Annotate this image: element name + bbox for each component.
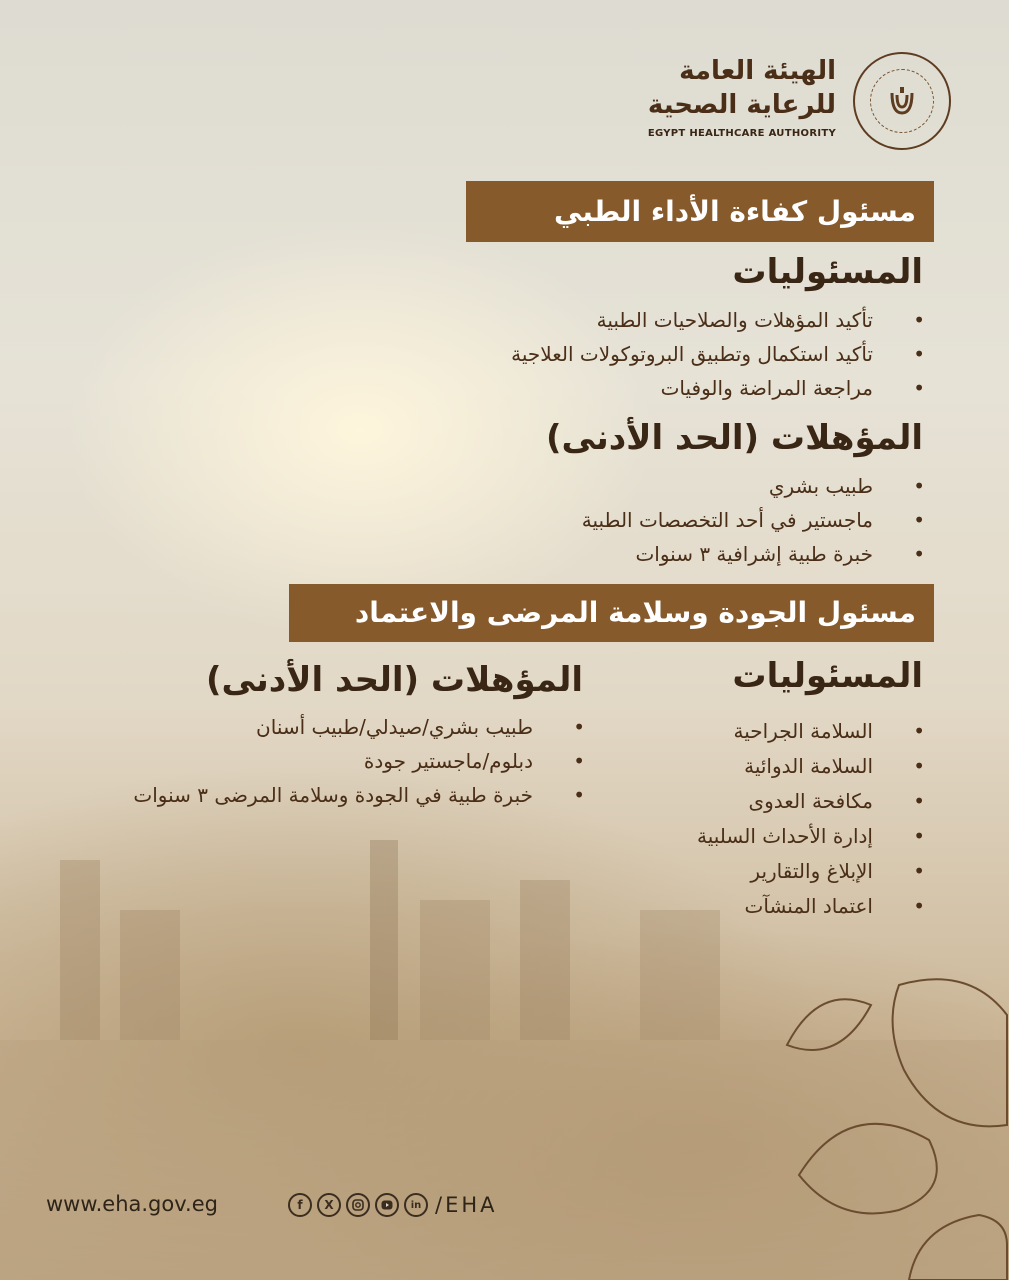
list-item: • ماجستير في أحد التخصصات الطبية — [582, 506, 931, 540]
list-item: • طبيب بشري — [582, 472, 931, 506]
website-url[interactable]: www.eha.gov.eg — [46, 1192, 218, 1216]
x-icon[interactable]: X — [317, 1193, 341, 1217]
section2-banner: مسئول الجودة وسلامة المرضى والاعتماد — [289, 584, 934, 642]
section1-responsibilities-list — [511, 306, 931, 408]
list-item: • اعتماد المنشآت — [697, 891, 931, 926]
section1-qualifications-heading: المؤهلات (الحد الأدنى) — [546, 418, 923, 458]
section2-qualifications-list — [133, 713, 591, 815]
petal-decoration-icon — [779, 975, 1009, 1280]
section1-banner: مسئول كفاءة الأداء الطبي — [466, 181, 934, 242]
list-item: • السلامة الدوائية — [697, 751, 931, 786]
youtube-icon[interactable] — [375, 1193, 399, 1217]
social-links — [288, 1193, 498, 1217]
facebook-icon[interactable]: f — [288, 1193, 312, 1217]
section2-qualifications-heading: المؤهلات (الحد الأدنى) — [206, 660, 583, 700]
section1-responsibilities-heading: المسئوليات — [732, 252, 923, 292]
list-item: • الإبلاغ والتقارير — [697, 856, 931, 891]
list-item: • خبرة طبية إشرافية ٣ سنوات — [582, 540, 931, 574]
list-item: • تأكيد المؤهلات والصلاحيات الطبية — [511, 306, 931, 340]
section2-responsibilities-list — [697, 716, 931, 926]
section1-qualifications-list — [582, 472, 931, 574]
list-item: • تأكيد استكمال وتطبيق البروتوكولات العلاجية — [511, 340, 931, 374]
instagram-icon[interactable] — [346, 1193, 370, 1217]
eha-emblem-icon — [853, 52, 951, 150]
list-item: • إدارة الأحداث السلبية — [697, 821, 931, 856]
list-item: • مراجعة المراضة والوفيات — [511, 374, 931, 408]
social-handle: /EHA — [435, 1193, 498, 1217]
list-item: • دبلوم/ماجستير جودة — [133, 747, 591, 781]
org-name-ar-line1: الهيئة العامة — [679, 56, 836, 86]
list-item: • طبيب بشري/صيدلي/طبيب أسنان — [133, 713, 591, 747]
org-name-ar-line2: للرعاية الصحية — [647, 90, 836, 120]
org-logo — [531, 52, 951, 152]
list-item: • خبرة طبية في الجودة وسلامة المرضى ٣ سنوات — [133, 781, 591, 815]
linkedin-icon[interactable]: in — [404, 1193, 428, 1217]
list-item: • السلامة الجراحية — [697, 716, 931, 751]
org-name-en: EGYPT HEALTHCARE AUTHORITY — [647, 128, 836, 139]
list-item: • مكافحة العدوى — [697, 786, 931, 821]
section2-responsibilities-heading: المسئوليات — [732, 656, 923, 696]
